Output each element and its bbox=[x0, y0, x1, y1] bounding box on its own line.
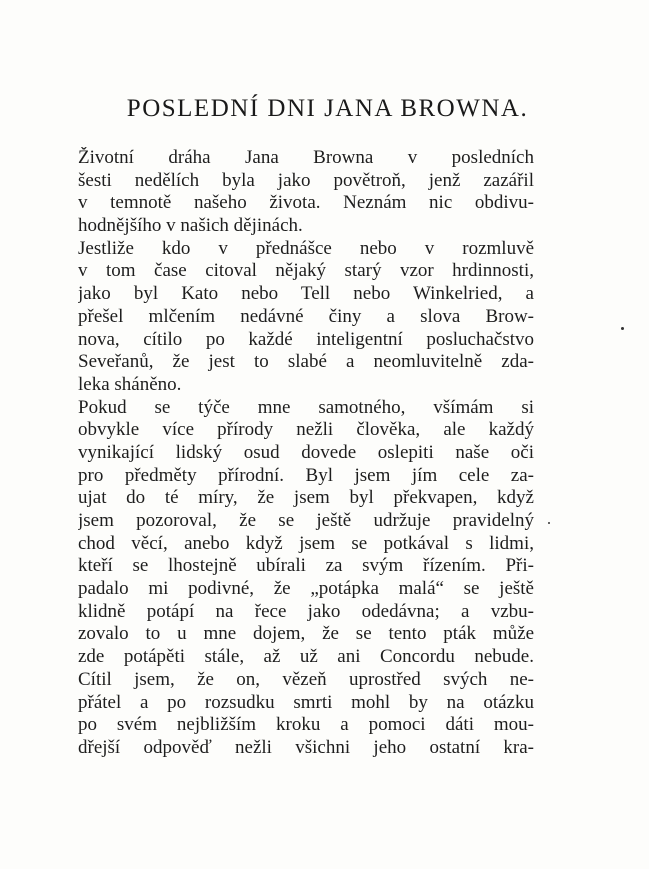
text-line: přátel a po rozsudku smrti mohl by na otázku bbox=[78, 691, 534, 713]
text-line: zovalo to u mne dojem, že se tento pták může bbox=[78, 623, 534, 645]
text-line: Cítil jsem, že on, vězeň uprostřed svých ne- bbox=[78, 668, 534, 690]
text-line: v temnotě našeho života. Neznám nic obdivu- bbox=[78, 192, 534, 214]
text-line: hodnějšího v našich dějinách. bbox=[78, 215, 303, 237]
text-line: pro předměty přírodní. Byl jsem jím cele za- bbox=[78, 464, 534, 486]
text-line: v tom čase citoval nějaký starý vzor hrdinnosti, bbox=[78, 260, 534, 282]
text-line: Životní dráha Jana Browna v posledních bbox=[78, 147, 534, 168]
text-line: šesti nedělích byla jako povětroň, jenž zazářil bbox=[78, 169, 534, 191]
text-line: leka sháněno. bbox=[78, 373, 182, 395]
text-line: klidně potápí na řece jako odedávna; a vzbu- bbox=[78, 600, 534, 622]
text-line: přešel mlčením nedávné činy a slova Brow- bbox=[78, 305, 534, 327]
text-line: ujat do té míry, že jsem byl překvapen, když bbox=[78, 487, 534, 509]
text-line: jako byl Kato nebo Tell nebo Winkelried, a bbox=[78, 283, 534, 305]
text-line: obvykle více přírody nežli člověka, ale každý bbox=[78, 419, 534, 441]
text-line: kteří se lhostejně ubírali za svým řízením. Při- bbox=[78, 555, 534, 577]
text-line: Pokud se týče mne samotného, všímám si bbox=[78, 396, 534, 418]
text-line: dřejší odpověď nežli všichni jeho ostatní kra- bbox=[78, 736, 534, 758]
body-text bbox=[78, 147, 534, 760]
chapter-title: POSLEDNÍ DNI JANA BROWNA. bbox=[126, 95, 529, 122]
text-line: Seveřanů, že jest to slabé a neomluvitelně zda- bbox=[78, 351, 534, 373]
text-line: chod věcí, anebo když jsem se potkával s lidmi, bbox=[78, 532, 534, 554]
text-line: jsem pozoroval, že se ještě udržuje pravidelný bbox=[78, 510, 534, 531]
text-line: padalo mi podivné, že „potápka malá“ se ještě bbox=[78, 578, 534, 600]
text-line: Jestliže kdo v přednášce nebo v rozmluvě bbox=[78, 237, 534, 259]
text-line: po svém nejbližším kroku a pomoci dáti mou- bbox=[78, 714, 534, 736]
ink-speck bbox=[548, 522, 550, 524]
text-line: nova, cítilo po každé inteligentní posluchačstvo bbox=[78, 328, 534, 350]
text-line: vynikající lidský osud dovede oslepiti naše oči bbox=[78, 441, 534, 463]
text-line: zde potápěti stále, až už ani Concordu nebude. bbox=[78, 646, 534, 668]
ink-speck bbox=[621, 327, 624, 330]
